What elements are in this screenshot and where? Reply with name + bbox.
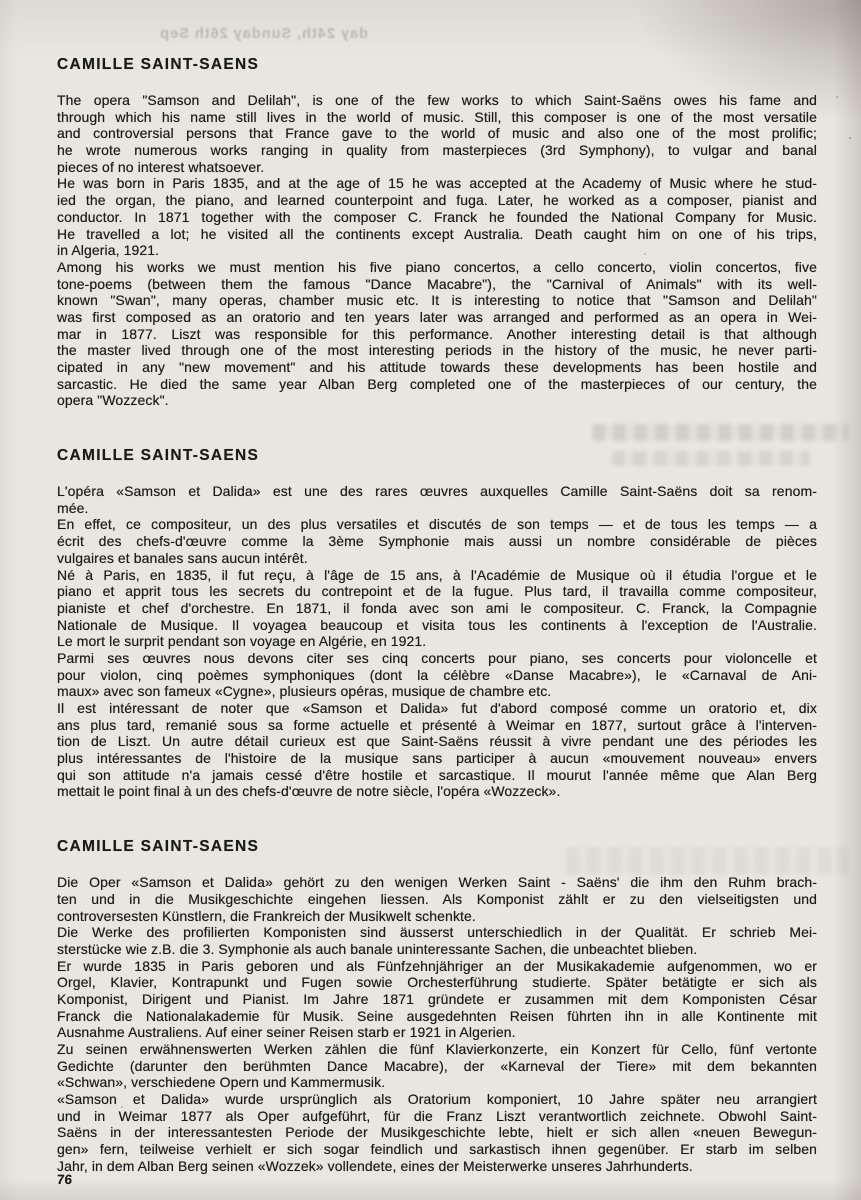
text-section-german: [57, 839, 817, 1174]
text-line: Orgel, Klavier, Kontrapunkt und Fugen sowie Orchesterführung studierte. Später betätigte er sich als: [57, 974, 817, 991]
text-line: opera "Wozzeck".: [57, 392, 169, 409]
text-line: qui son attitude n'a jamais cessé d'être hostile et sarcastique. Il mourut l'année même que Alan Berg: [57, 766, 817, 783]
page-number: 76: [56, 1172, 73, 1187]
text-section-english: [57, 57, 817, 409]
text-line: controversesten Künstlern, die Frankreich der Musikwelt schenkte.: [57, 907, 476, 924]
text-line: tone-poems (between them the famous "Dance Macabre"), the "Carnival of Animals" with its well-: [57, 275, 817, 292]
text-line: and controversial persons that France gave to the world of music and also one of the most prolific;: [57, 125, 817, 142]
text-line: pieces of no interest whatsoever.: [57, 158, 265, 175]
text-line: in Algeria, 1921.: [57, 242, 160, 259]
page-content: [57, 57, 817, 1175]
text-line: cipated in any "new movement" and his attitude towards these developments has been hostile and: [57, 359, 817, 375]
text-line: mar in 1877. Liszt was responsible for this performance. Another interesting detail is that although: [57, 325, 817, 342]
text-line: écrit des chefs-d'œuvre comme la 3ème Symphonie mais aussi un nombre considérable de pièces: [57, 533, 817, 550]
text-section-french: [57, 448, 817, 800]
text-line: Jahr, in dem Alban Berg seinen «Wozzek» vollendete, eines der Meisterwerke unseres Jahrhunderts.: [57, 1157, 693, 1174]
dust-speck: [0, 0, 2, 2]
text-line: Nationale de Musique. Il voyagea beaucoup et visita tous les continents à l'exception de l'Australie.: [57, 616, 817, 633]
text-line: tion de Liszt. Un autre détail curieux est que Saint-Saëns réussit à vivre pendant une des périodes les: [57, 733, 817, 750]
text-line: pianiste et chef d'orchestre. En 1871, il fonda avec son ami le compositeur. C. Franck, la Compagnie: [57, 599, 817, 616]
text-line: maux» avec son fameux «Cygne», plusieurs opéras, musique de chambre etc.: [57, 683, 552, 700]
text-line: he wrote numerous works ranging in quality from masterpieces (3rd Symphony), to vulgar and banal: [57, 142, 817, 159]
text-line: und in Weimar 1877 als Oper aufgeführt, für die Franz Liszt verantwortlich zeichnete. Obwohl Saint-: [57, 1107, 817, 1124]
text-line: «Samson et Dalida» wurde ursprünglich als Oratorium komponiert, 10 Jahre später neu arrangiert: [57, 1091, 817, 1108]
text-line: ans plus tard, remanié sous sa forme actuelle et présenté à Weimar en 1877, surtout grâce à l'interven-: [57, 716, 817, 733]
text-line: He travelled a lot; he visited all the continents except Australia. Death caught him on one of his trips,: [57, 225, 817, 242]
text-line: ten und in die Musikgeschichte eingehen liessen. Als Komponist zählt er zu den vielseitigsten und: [57, 890, 817, 907]
text-line: Die Oper «Samson et Dalida» gehört zu den wenigen Werken Saint - Saëns' die ihm den Ruhm brach-: [57, 874, 817, 891]
text-line: Né à Paris, en 1835, il fut reçu, à l'âge de 15 ans, à l'Académie de Musique où il étudia l'orgue et le: [57, 566, 817, 583]
text-line: sarcastic. He died the same year Alban Berg completed one of the masterpieces of our century, the: [57, 375, 817, 392]
text-line: Franck die Nationalakademie für Musik. Seine ausgedehnten Reisen führten ihn in alle Kontinente mit: [57, 1007, 817, 1024]
text-line: Le mort le surprit pendant son voyage en Algérie, en 1921.: [57, 633, 427, 650]
text-line: through which his name still lives in the world of music. Still, this composer is one of the most versatile: [57, 108, 817, 125]
bleed-through-text: day 24th, Sunday 26th Sep: [159, 26, 368, 42]
text-line: mettait le point final à un des chefs-d'œuvre de notre siècle, l'opéra «Wozzeck».: [57, 783, 561, 800]
text-line: Among his works we must mention his five piano concertos, a cello concerto, violin concertos, five: [57, 258, 817, 275]
text-line: the master lived through one of the most interesting periods in the history of the music, he never parti-: [57, 342, 817, 359]
text-line: Zu seinen erwähnenswerten Werken zählen die fünf Klavierkonzerte, ein Konzert für Cello, fünf vertonte: [57, 1041, 817, 1057]
text-line: mée.: [57, 499, 89, 516]
text-line: was first composed as an oratorio and ten years later was arranged and performed as an opera in Wei-: [57, 308, 817, 325]
text-line: Er wurde 1835 in Paris geboren und als Fünfzehnjähriger an der Musikakademie aufgenommen, wo er: [57, 957, 817, 974]
text-line: known "Swan", many operas, chamber music etc. It is interesting to notice that "Samson and Delilah": [57, 292, 817, 309]
section-heading: CAMILLE SAINT-SAENS: [57, 56, 260, 73]
text-line: Gedichte (darunter den berühmten Dance Macabre), der «Karneval der Tiere» mit dem bekannten: [57, 1057, 817, 1074]
text-line: vulgaires et banales sans aucun intérêt.: [57, 549, 308, 566]
text-line: «Schwan», verschiedene Opern und Kammermusik.: [57, 1074, 386, 1091]
text-line: sterstücke wie z.B. die 3. Symphonie als auch banale uninteressante Sachen, die unbeachtet blieben.: [57, 940, 698, 957]
text-line: conductor. In 1871 together with the composer C. Franck he founded the National Company for Music.: [57, 208, 817, 225]
text-line: Die Werke des profilierten Komponisten sind äusserst unterschiedlich in der Qualität. Er schrieb Mei-: [57, 924, 817, 941]
section-heading: CAMILLE SAINT-SAENS: [57, 447, 260, 465]
text-line: piano et apprit tous les secrets du contrepoint et de la fugue. Plus tard, il travailla comme compositeur,: [57, 583, 817, 600]
text-line: plus intéressantes de l'histoire de la musique sans participer à aucun «mouvement nouveau» envers: [57, 750, 817, 767]
text-line: gen» fern, teilweise verhielt er sich sogar feindlich und sarkastisch ihnen gegenüber. Er starb im selben: [57, 1141, 817, 1158]
text-line: Saëns in der interessantesten Periode der Musikgeschichte lebte, hielt er sich allen «neuen Bewegun-: [57, 1124, 817, 1141]
text-line: The opera "Samson and Delilah", is one of the few works to which Saint-Saëns owes his fame and: [57, 92, 817, 108]
text-line: L'opéra «Samson et Dalida» est une des rares œuvres auxquelles Camille Saint-Saëns doit sa renom-: [57, 483, 817, 500]
text-line: Komponist, Dirigent und Pianist. Im Jahre 1871 gründete er zusammen mit dem Komponisten César: [57, 990, 817, 1007]
text-line: Il est intéressant de noter que «Samson et Dalida» fut d'abord composé comme un oratorio et, dix: [57, 700, 817, 716]
section-heading: CAMILLE SAINT-SAENS: [57, 838, 260, 856]
text-line: ied the organ, the piano, and learned counterpoint and fuga. Later, he worked as a composer, pianist and: [57, 192, 817, 209]
text-line: Ausnahme Australiens. Auf einer seiner Reisen starb er 1921 in Algerien.: [57, 1024, 516, 1041]
text-line: He was born in Paris 1835, and at the age of 15 he was accepted at the Academy of Music where he stud-: [57, 175, 817, 192]
text-line: pour violon, cinq poèmes symphoniques (dont la célèbre «Danse Macabre»), le «Carnaval de Ani-: [57, 666, 817, 683]
text-line: Parmi ses œuvres nous devons citer ses cinq concerts pour piano, ses concerts pour violoncelle et: [57, 649, 817, 666]
text-line: En effet, ce compositeur, un des plus versatiles et discutés de son temps — et de tous les temps — a: [57, 516, 817, 533]
